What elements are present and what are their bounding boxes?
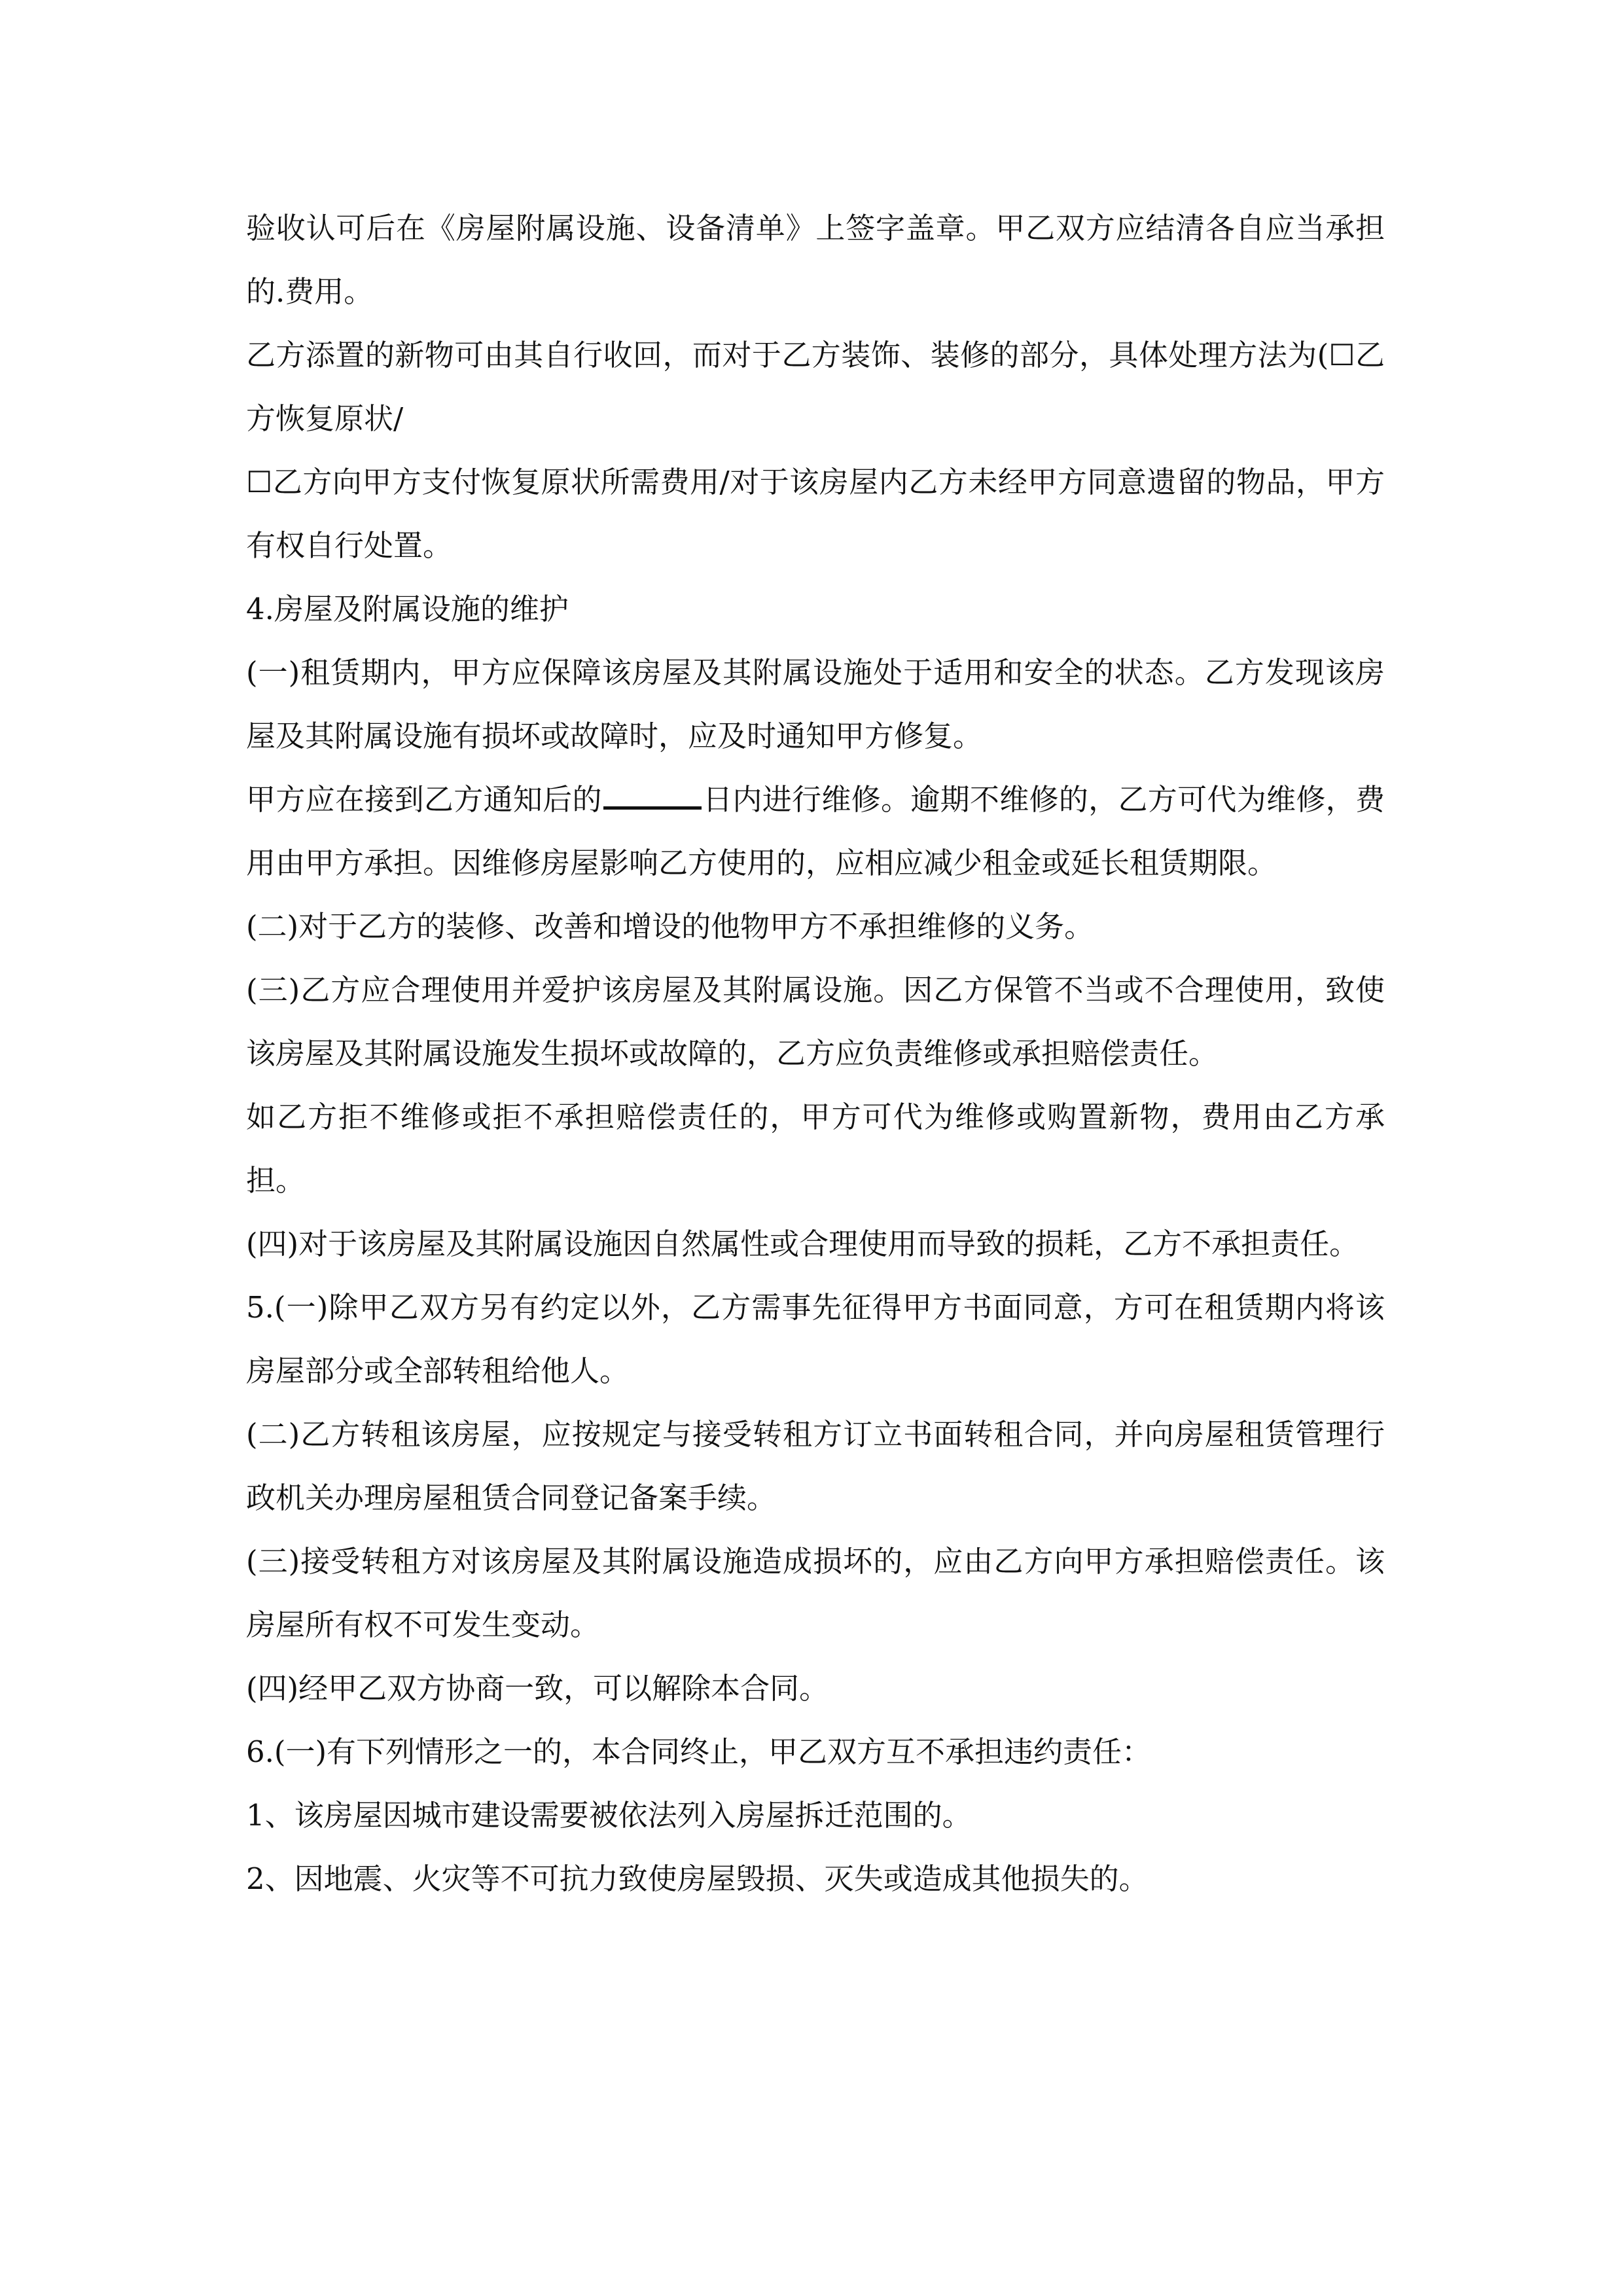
paragraph-maintenance-1: (一)租赁期内，甲方应保障该房屋及其附属设施处于适用和安全的状态。乙方发现该房屋及其附属设施有损坏或故障时，应及时通知甲方修复。: [246, 655, 1385, 753]
paragraph-sublet-1: 5.(一)除甲乙双方另有约定以外，乙方需事先征得甲方书面同意，方可在租赁期内将该房屋部分或全部转租给他人。: [246, 1290, 1385, 1388]
fill-in-blank: [603, 780, 702, 810]
paragraph-sublet-2: (二)乙方转租该房屋，应按规定与接受转租方订立书面转租合同，并向房屋租赁管理行政机关办理房屋租赁合同登记备案手续。: [246, 1417, 1385, 1515]
paragraph-sublet-4: (四)经甲乙双方协商一致，可以解除本合同。: [246, 1671, 829, 1706]
paragraph-new-items: 乙方添置的新物可由其自行收回，而对于乙方装饰、装修的部分，具体处理方法为(☐乙方恢复原状/: [246, 338, 1385, 436]
repair-text-after: 日内进行维修。逾期不维修的，乙方可代为维修，费用由甲方承担。因维修房屋影响乙方使用的，应相应减少租金或延长租赁期限。: [246, 782, 1385, 880]
document-page: [246, 196, 1385, 1910]
section-heading-maintenance: 4.房屋及附属设施的维护: [246, 592, 569, 626]
paragraph-termination: 6.(一)有下列情形之一的，本合同终止，甲乙双方互不承担违约责任：: [246, 1734, 1152, 1769]
list-item-demolition: 1、该房屋因城市建设需要被依法列入房屋拆迁范围的。: [246, 1798, 972, 1833]
list-item-force-majeure: 2、因地震、火灾等不可抗力致使房屋毁损、灭失或造成其他损失的。: [246, 1861, 1149, 1896]
paragraph-maintenance-2: (二)对于乙方的装修、改善和增设的他物甲方不承担维修的义务。: [246, 909, 1094, 944]
paragraph-repair-deadline: [246, 768, 1385, 895]
paragraph-maintenance-3: (三)乙方应合理使用并爱护该房屋及其附属设施。因乙方保管不当或不合理使用，致使该房屋及其附属设施发生损坏或故障的，乙方应负责维修或承担赔偿责任。: [246, 973, 1385, 1071]
paragraph-acceptance: 验收认可后在《房屋附属设施、设备清单》上签字盖章。甲乙双方应结清各自应当承担的.费用。: [246, 211, 1385, 309]
paragraph-refuse-repair: 如乙方拒不维修或拒不承担赔偿责任的，甲方可代为维修或购置新物，费用由乙方承担。: [246, 1100, 1385, 1198]
paragraph-restore-cost: ☐乙方向甲方支付恢复原状所需费用/对于该房屋内乙方未经甲方同意遗留的物品，甲方有权自行处置。: [246, 465, 1385, 563]
repair-text-before: 甲方应在接到乙方通知后的: [246, 782, 602, 817]
paragraph-sublet-3: (三)接受转租方对该房屋及其附属设施造成损坏的，应由乙方向甲方承担赔偿责任。该房屋所有权不可发生变动。: [246, 1544, 1385, 1642]
paragraph-maintenance-4: (四)对于该房屋及其附属设施因自然属性或合理使用而导致的损耗，乙方不承担责任。: [246, 1227, 1359, 1261]
